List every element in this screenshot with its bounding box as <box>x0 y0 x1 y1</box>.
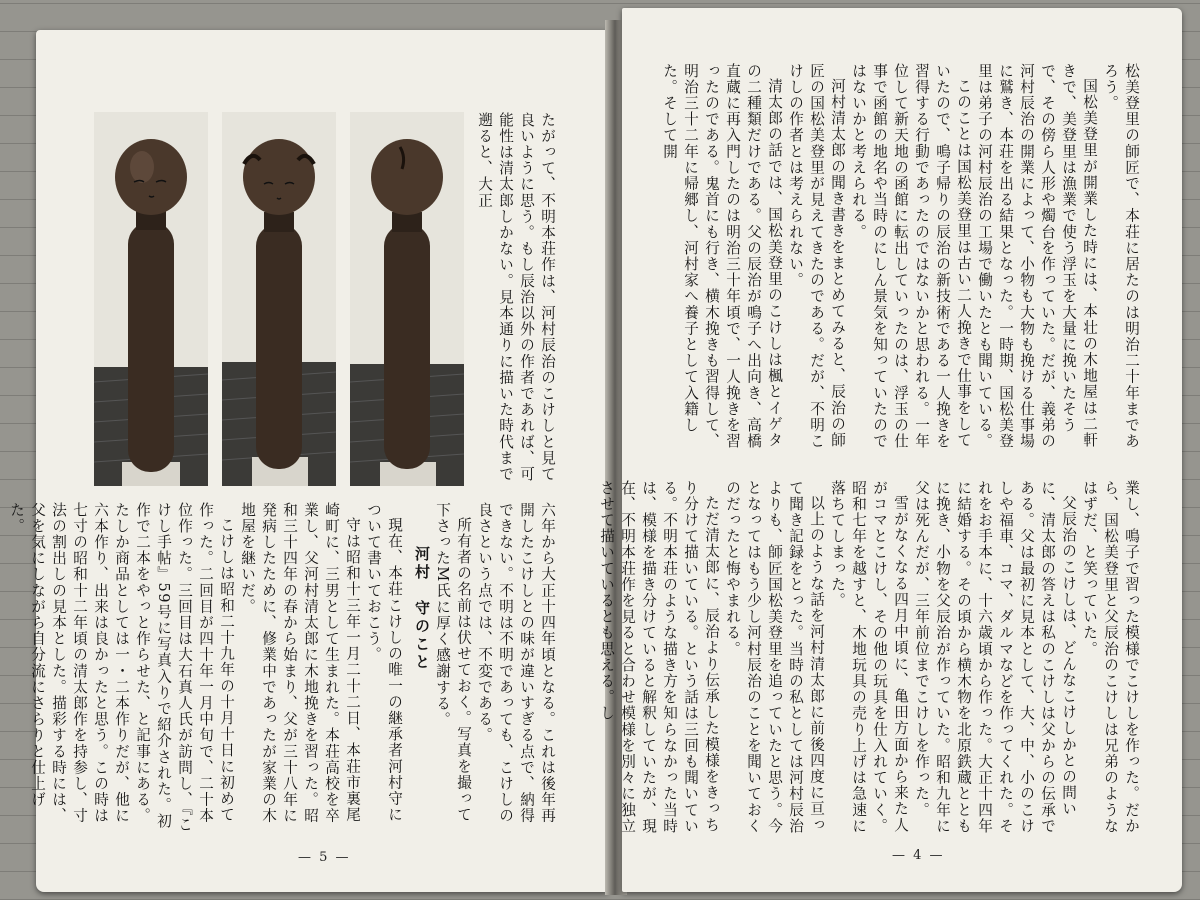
paragraph: 守は昭和十三年一月二十二日、本荘市裏尾崎町に、三男として生まれた。本荘高校を卒業し、父河村清太郎に木地挽きを習った。昭和三十四年の春から始まり、父が三十八年に発病したために、修業中であったが家業の木地屋を継いだ。 <box>239 502 361 824</box>
paragraph: ただ清太郎に、辰治より伝承した模様をきっちり分けて描いている。という話は三回も聞いている。不明本荘のような描き方を知らなかった当時は、模様を描き分けていると解釈していたが、現在、不明本荘作を見ると合わせ模様を別々に独立させて描いているとも思える。し <box>598 480 720 835</box>
kokeshi-photo-right <box>350 112 464 486</box>
paragraph: 河村清太郎の聞き書きをまとめてみると、辰治の師匠の国松美登里が見えてきたのである。だが、不明こけしの作者とは考えられない。 <box>787 63 846 450</box>
paragraph: 六年から大正十四年頃となる。これは後年再開したこけしとの味が違いすぎる点で、納得できない。不明は不明であっても、こけしの良さという点では、不変である。 <box>476 502 556 824</box>
paragraph: このことは国松美登里は古い二人挽きで仕事をしていたので、鳴子帰りの辰治の新技術である一人挽きを習得する行動であったのではないかと思われる。一年位して新天地の函館に転出していったのは、浮玉の仕事で函館の地名や当時のにしん景気を知っていたのではないかと考えられる。 <box>850 63 972 450</box>
paragraph: こけしは昭和二十九年の十月十日に初めて作った。二回目が四十年一月中旬で、二十本位作った。三回目は大石真人氏が訪問し、『こけし手帖』59号に写真入りで紹介された。初作で二本をやっと作らせた、と記事にある。たしか商品としては一・二本作りだが、他に六本作り、出来は良かったと思う。この時は七寸の昭和十二年頃の清太郎作を持参し、寸法の割出しの見本とした。描彩する時には、父を気にしながら自分流にさらりと仕上げた。 <box>8 502 235 833</box>
paragraph: 雪がなくなる四月中頃に、亀田方面から来た人がコマとこけし、その他の玩具を仕入れていく。昭和七年を越すと、木地玩具の売り上げは急速に落ちてしまった。 <box>829 480 909 835</box>
left-top-text-column <box>472 112 558 490</box>
kokeshi-photo-left <box>94 112 208 486</box>
paragraph: 以上のような話を河村清太郎に前後四度に亘って聞き記録をとった。当時の私としては河村辰治よりも、師匠国松美登里を追っていたと思う。今となってはもう少し河村辰治のことを聞いておくのだったと悔やまれる。 <box>724 480 825 835</box>
right-bottom-text-block <box>598 480 1142 840</box>
paragraph: 父辰治のこけしは、どんなこけしかとの問いに、清太郎の答えは私のこけしは父からの伝承である。父は最初に見本として、大、中、小のこけしや福車、コマ、ダルマなどを作ってくれた。それをお手本に、十六歳頃から作った。大正十四年に結婚する。その頃から横木物を北原鉄蔵とともに挽き、小物を父辰治が作っていた。昭和九年に父は死んだが、三年前位までこけしを作った。 <box>913 480 1077 835</box>
paragraph: 松美登里の師匠で、本荘に居たのは明治二十年まであろう。 <box>1102 63 1140 450</box>
paragraph: 所有者の名前は伏せておく。写真を撮って下さったM氏に厚く感謝する。 <box>434 502 472 823</box>
paragraph: 現在、本荘こけしの唯一の継承者河村守について書いておこう。 <box>365 502 403 823</box>
paragraph: たがって、不明本荘作は、河村辰治のこけしと見て良いように思う。もし辰治以外の作者であれば、可能性は清太郎しかない。見本通りに描いた時代まで遡ると、大正 <box>476 112 556 483</box>
left-page <box>8 30 608 892</box>
right-top-text-block <box>642 63 1142 463</box>
right-page <box>598 8 1182 892</box>
kokeshi-photo-middle <box>222 112 336 486</box>
left-bottom-right-text-block <box>434 502 558 838</box>
page-number: — 5 — <box>298 850 351 865</box>
section-heading: 河村 守のこと <box>413 546 431 672</box>
paragraph: 国松美登里が開業した時には、本壮の木地屋は二軒きで、美登里は漁業で使う浮玉を大量に挽いたそうで、その傍ら人形や燭台を作っていた。だが、義弟の河村辰治の開業によって、小物も大物も挽ける仕事場に鷲き、本荘を出る結果となった。一時期、国松美登里は弟子の河村辰治の工場で働いたとも聞いている。 <box>976 63 1098 450</box>
page-number: — 4 — <box>892 848 945 863</box>
left-bottom-main-text-block <box>8 502 432 838</box>
paragraph: 業し、鳴子で習った模様でこけしを作った。だから、国松美登里と父辰治のこけしは兄弟のようなはずだ、と笑っていた。 <box>1081 480 1140 835</box>
paragraph: 清太郎の話では、国松美登里のこけしは楓とイゲタの二種類だけである。父の辰治が鳴子へ出向き、高橋直蔵に再入門したのは明治三十年頃で、一人挽きを習ったのである。鬼首にも行き、横木挽きも習得して、明治三十二年に帰郷し、河村家へ養子として入籍した。そして開 <box>661 63 783 450</box>
